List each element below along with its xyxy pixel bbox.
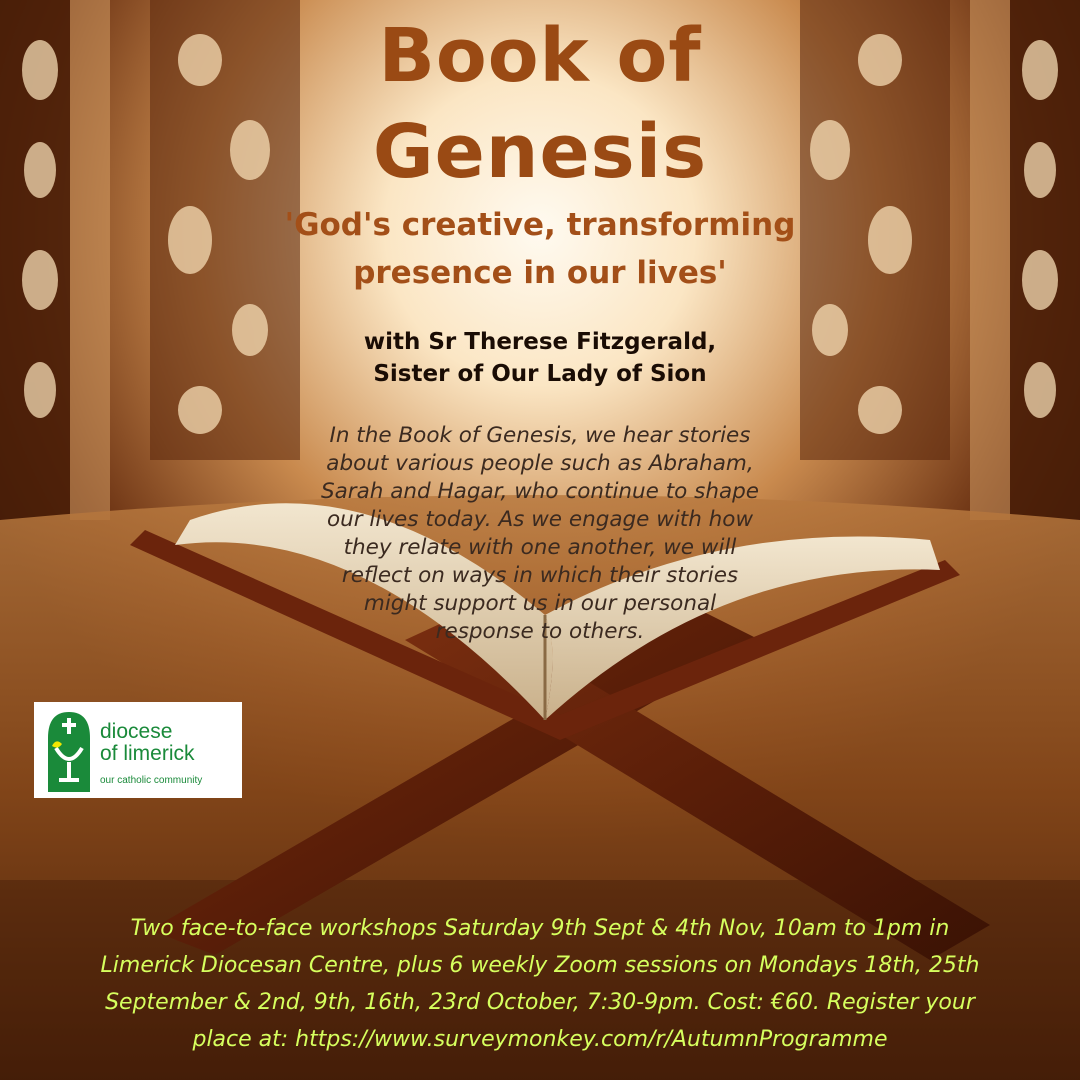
description-line: our lives today. As we engage with how	[326, 507, 754, 532]
details-line: September & 2nd, 9th, 16th, 23rd October, 7:30-9pm. Cost: €60. Register your	[105, 990, 975, 1015]
presenter-line2: Sister of Our Lady of Sion	[373, 361, 707, 387]
description-line: might support us in our personal	[363, 591, 717, 616]
description-line: they relate with one another, we will	[343, 535, 737, 560]
details-line: Two face-to-face workshops Saturday 9th Sept & 4th Nov, 10am to 1pm in	[130, 916, 950, 941]
event-details	[30, 910, 1050, 1058]
presenter-line1: with Sr Therese Fitzgerald,	[363, 329, 717, 355]
description-line: response to others.	[435, 619, 645, 644]
description-line: about various people such as Abraham,	[326, 451, 754, 476]
logo-text-line1: diocese	[100, 720, 173, 743]
poster-title-line1: Book of	[378, 13, 702, 99]
description	[290, 422, 790, 646]
logo-text-line2: of limerick	[100, 742, 195, 765]
logo-text-line3: our catholic community	[100, 775, 203, 786]
chalice-icon	[42, 708, 96, 794]
subtitle-line2: presence in our lives'	[353, 255, 727, 291]
details-line: Limerick Diocesan Centre, plus 6 weekly Zoom sessions on Mondays 18th, 25th	[100, 953, 980, 978]
poster-title-line2: Genesis	[372, 109, 708, 195]
description-line: Sarah and Hagar, who continue to shape	[320, 479, 760, 504]
subtitle-line1: 'God's creative, transforming	[284, 207, 796, 243]
diocese-logo	[34, 702, 242, 798]
description-line: In the Book of Genesis, we hear stories	[329, 423, 751, 448]
details-line: place at: https://www.surveymonkey.com/r/AutumnProgramme	[192, 1027, 888, 1052]
description-line: reflect on ways in which their stories	[341, 563, 739, 588]
